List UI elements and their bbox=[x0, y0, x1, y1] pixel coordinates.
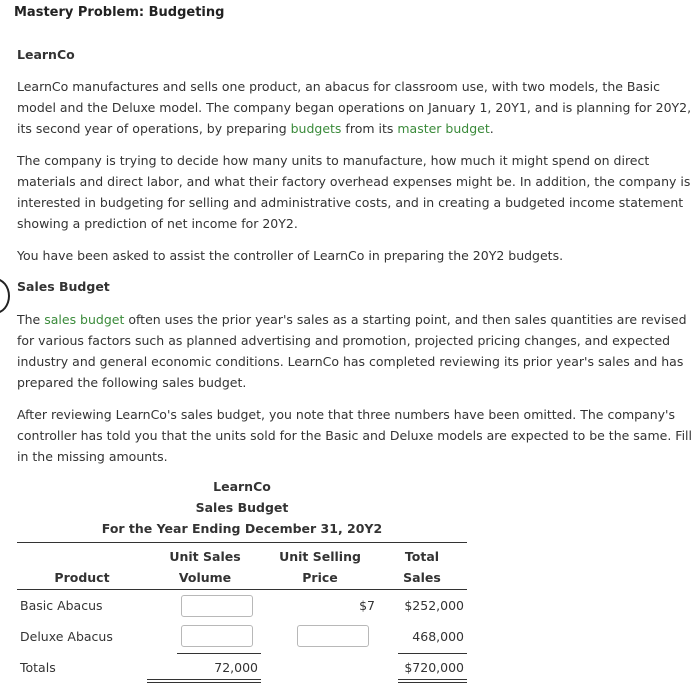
row-deluxe-product: Deluxe Abacus bbox=[20, 629, 113, 644]
col-product-header: Product bbox=[54, 570, 110, 585]
table-top-rule bbox=[17, 542, 467, 543]
units-double-rule-1 bbox=[147, 679, 261, 680]
basic-units-input[interactable] bbox=[181, 595, 253, 617]
total-double-rule-1 bbox=[398, 679, 467, 680]
col-units-header: Unit Sales Volume bbox=[169, 549, 241, 585]
sales-budget-heading: Sales Budget bbox=[17, 279, 110, 294]
total-double-rule-2 bbox=[398, 682, 467, 683]
sales-budget-link[interactable]: sales budget bbox=[44, 312, 125, 327]
intro-paragraph-2: The company is trying to decide how many units to manufacture, how much it might spend on direct materials and direct labor, and what their factory overhead expenses might be. In addition, the company is interested in budgeting for selling and administrative costs, and in creating a budgeted income statement showing a prediction of net income for 20Y2. bbox=[17, 153, 691, 231]
table-header-title: Sales Budget bbox=[195, 500, 289, 515]
deluxe-price-input[interactable] bbox=[297, 625, 369, 647]
deluxe-units-input[interactable] bbox=[181, 625, 253, 647]
intro-paragraph-3: You have been asked to assist the controller of LearnCo in preparing the 20Y2 budgets. bbox=[17, 248, 564, 263]
row-deluxe-total: 468,000 bbox=[412, 629, 464, 644]
row-basic-total: $252,000 bbox=[404, 598, 464, 613]
row-basic-product: Basic Abacus bbox=[20, 598, 103, 613]
page-title: Mastery Problem: Budgeting bbox=[14, 5, 225, 20]
table-header-period: For the Year Ending December 31, 20Y2 bbox=[101, 521, 383, 536]
row-totals-units: 72,000 bbox=[214, 660, 258, 675]
edge-circle-marker bbox=[0, 278, 10, 314]
row-basic-price: $7 bbox=[359, 598, 375, 613]
intro-paragraph-1: LearnCo manufactures and sells one product, an abacus for classroom use, with two models, the Basic model and the Deluxe model. The company began operations on January 1, 20Y1, and is planning for 20Y2, its second year of operations, by preparing budgets from its master budget. bbox=[17, 79, 692, 136]
table-header-company: LearnCo bbox=[213, 479, 271, 494]
budgets-link[interactable]: budgets bbox=[290, 121, 342, 136]
master-budget-link[interactable]: master budget bbox=[397, 121, 490, 136]
total-sum-rule bbox=[398, 653, 467, 654]
table-header-rule bbox=[17, 589, 467, 590]
sales-paragraph-2: After reviewing LearnCo's sales budget, you note that three numbers have been omitted. The company's controller has told you that the units sold for the Basic and Deluxe models are expected to be the same. Fill in the missing amounts. bbox=[17, 407, 692, 464]
units-sum-rule bbox=[177, 653, 261, 654]
row-totals-total: $720,000 bbox=[404, 660, 464, 675]
units-double-rule-2 bbox=[147, 682, 261, 683]
col-total-header: Total Sales bbox=[403, 549, 441, 585]
company-heading: LearnCo bbox=[17, 47, 75, 62]
col-price-header: Unit Selling Price bbox=[279, 549, 361, 585]
sales-paragraph-1: The sales budget often uses the prior year's sales as a starting point, and then sales quantities are revised for various factors such as planned advertising and promotion, projected pricing changes, and expected industry and general economic conditions. LearnCo has completed reviewing its prior year's sales and has prepared the following sales budget. bbox=[17, 312, 687, 390]
row-totals-label: Totals bbox=[20, 660, 56, 675]
